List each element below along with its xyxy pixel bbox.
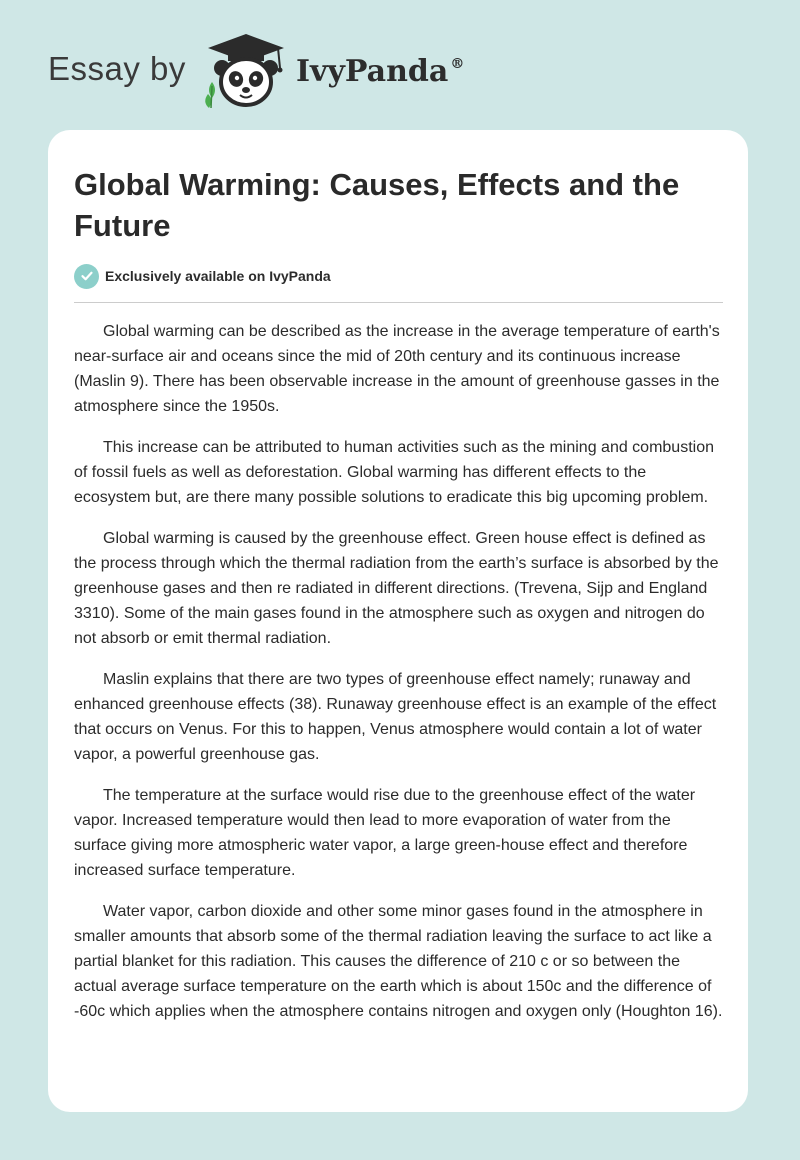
essay-by-label: Essay by <box>48 50 186 87</box>
paragraph: Global warming is caused by the greenhouse effect. Green house effect is defined as the process through which the thermal radiation from the earth’s surface is absorbed by the greenhouse gases and then re radiated in different directions. (Trevena, Sijp and England 3310). Some of the main gases found in the atmosphere such as oxygen and nitrogen do not absorb or emit thermal radiation. <box>74 530 719 647</box>
divider <box>74 302 723 303</box>
paragraph: The temperature at the surface would rise due to the greenhouse effect of the water vapor. Increased temperature would then lead to more evaporation of water from the surface giving more atmospheric water vapor, a large green-house effect and therefore increased surface temperature. <box>74 787 696 879</box>
page-title: Global Warming: Causes, Effects and the Future <box>74 167 680 243</box>
exclusive-badge <box>74 263 331 289</box>
registered-mark: ® <box>450 56 465 72</box>
paragraph: Maslin explains that there are two types of greenhouse effect namely; runaway and enhanced greenhouse effects (38). Runaway greenhouse effect is an example of the effect that occurs on Venus. For this to happen, Venus atmosphere would contain a lot of water vapor, a powerful greenhouse gas. <box>74 671 717 763</box>
panda-graduation-cap-icon[interactable] <box>200 32 292 110</box>
exclusive-badge-label: Exclusively available on IvyPanda <box>105 268 331 284</box>
paragraph: Water vapor, carbon dioxide and other some minor gases found in the atmosphere in smaller amounts that absorb some of the thermal radiation leaving the surface to act like a partial blanket for this radiation. This causes the difference of 210 c or so between the actual average surface temperature on the earth which is about 150c and the difference of -60c which applies when the atmosphere contains nitrogen and oxygen only (Houghton 16). <box>74 903 723 1020</box>
paragraph: Global warming can be described as the increase in the average temperature of earth's near-surface air and oceans since the mid of 20th century and its continuous increase (Maslin 9). There has been observable increase in the amount of greenhouse gasses in the atmosphere since the 1950s. <box>74 323 720 415</box>
paragraph: This increase can be attributed to human activities such as the mining and combustion of fossil fuels as well as deforestation. Global warming has different effects to the ecosystem but, are there many possible solutions to eradicate this big upcoming problem. <box>74 439 714 506</box>
essay-body <box>74 319 724 1040</box>
check-icon <box>74 264 99 289</box>
brand-name[interactable]: IvyPanda ® <box>296 54 465 89</box>
essay-card <box>48 130 748 1112</box>
site-header <box>0 0 800 130</box>
